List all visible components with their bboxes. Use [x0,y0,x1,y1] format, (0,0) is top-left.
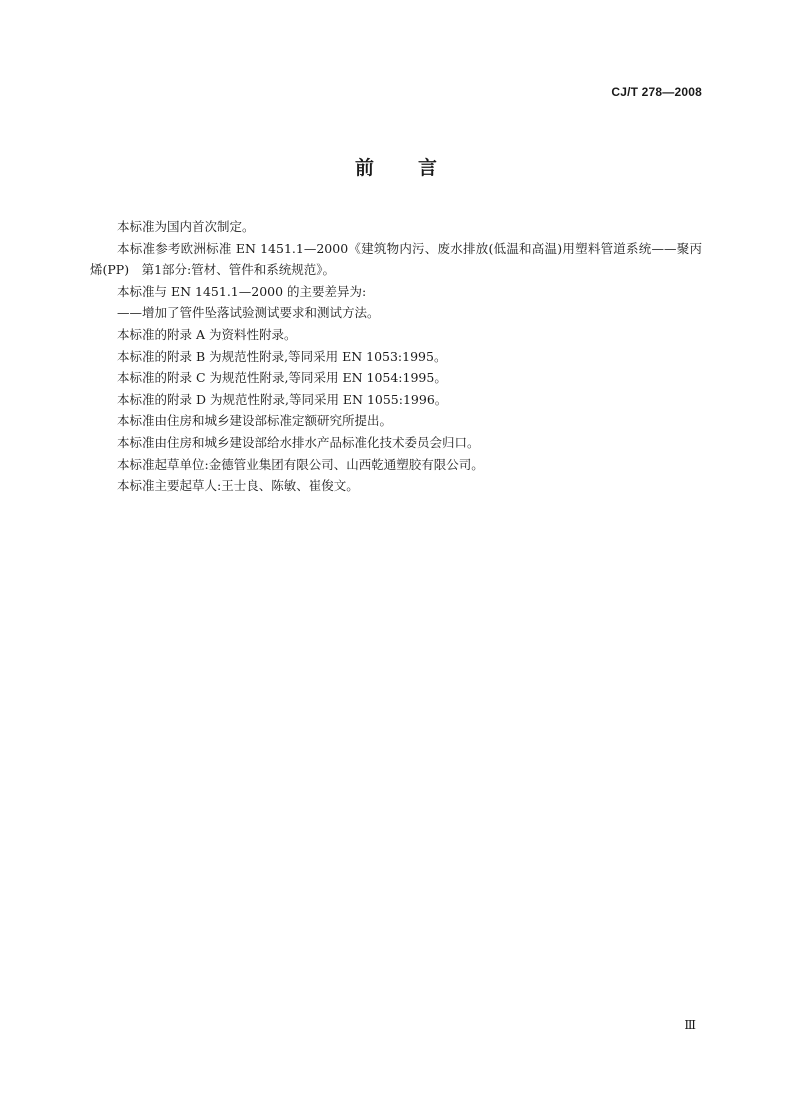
paragraph: 本标准主要起草人:王士良、陈敏、崔俊文。 [117,478,359,494]
paragraph: 本标准由住房和城乡建设部给水排水产品标准化技术委员会归口。 [117,434,480,450]
paragraph: 本标准的附录 A 为资料性附录。 [117,326,297,342]
paragraph: ——增加了管件坠落试验测试要求和测试方法。 [117,305,380,321]
paragraph: 本标准起草单位:金德管业集团有限公司、山西乾通塑胶有限公司。 [117,456,484,472]
paragraph: 本标准为国内首次制定。 [117,219,255,234]
page-number: Ⅲ [684,1018,696,1032]
paragraph: 本标准的附录 B 为规范性附录,等同采用 EN 1053:1995。 [117,348,447,364]
paragraph: 本标准参考欧洲标准 EN 1451.1—2000《建筑物内污、废水排放(低温和高温)用塑料管道系统——聚丙烯(PP) 第1部分:管材、管件和系统规范》。 [90,240,702,278]
page-title: 前言 [354,157,481,179]
paragraph: 本标准与 EN 1451.1—2000 的主要差异为: [117,283,367,299]
standard-code: CJ/T 278—2008 [611,85,702,99]
paragraph: 本标准由住房和城乡建设部标准定额研究所提出。 [117,413,393,429]
foreword-body [90,216,702,497]
paragraph: 本标准的附录 D 为规范性附录,等同采用 EN 1055:1996。 [117,391,448,407]
paragraph: 本标准的附录 C 为规范性附录,等同采用 EN 1054:1995。 [117,370,447,386]
